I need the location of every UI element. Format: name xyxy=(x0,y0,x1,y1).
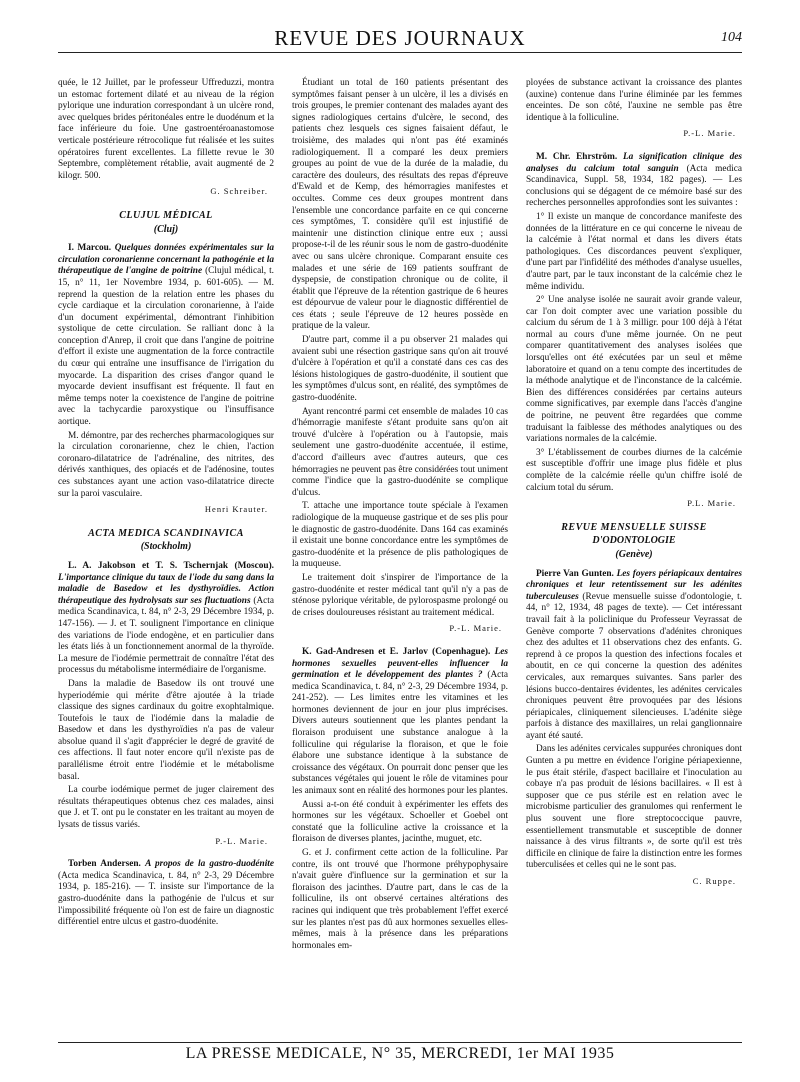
signature: Henri Krauter. xyxy=(204,504,268,515)
page-header xyxy=(58,26,742,53)
journal-city: (Genève) xyxy=(615,548,653,560)
column-1 xyxy=(58,78,274,931)
journal-heading: ACTA MEDICA SCANDINAVICA xyxy=(88,527,244,539)
article-paragraph: T. attache une importance toute spéciale à l'examen radiologique de la muqueuse gastrique et de ses plis pour le diagnostic de gastro-duodénite. Dans 164 cas examinés il existait une bonne concordance entre les symptômes de gastro-duodénite et la présence de plis pathologiques de la muqueuse. xyxy=(292,501,508,570)
article-continuation: quée, le 12 Juillet, par le professeur Uffreduzzi, montra un estomac fortement dilaté et au niveau de la région pylorique une induration correspondant à un ulcère rond, avec quelques brides péritonéales entre le duodénum et la face inférieure du foie. Une gastroentéroanastomose verticale postérieure rétrocolique fut réalisée et les suites opératoires furent excellentes. La fillette revue le 30 Septembre, complètement rétablie, avait augmenté de 2 kilogr. 500. xyxy=(58,78,274,181)
article-title: La signification clinique des analyses du calcium total sanguin xyxy=(526,151,742,174)
article-paragraph: 3° L'établissement de courbes diurnes de la calcémie est susceptible d'offrir une image plus fidèle et plus complète de la calcémie réelle qu'un chiffre isolé de calcium total du sérum. xyxy=(526,447,742,493)
signature: G. Schreiber. xyxy=(210,186,268,197)
article-body: (Acta medica Scandinavica, t. 84, n° 2-3, 29 Décembre 1934, p. 185-216). — T. insiste sur l'importance de la gastro-duodénite dans la pathogénie de l'ulcus et sur l'impossibilité fréquente où l'on est de faire un diagnostic différentiel entre ulcus et gastro-duodénite. xyxy=(58,870,274,928)
column-2 xyxy=(292,78,508,954)
article-author: L. A. Jakobson et T. S. Tschernjak (Moscou). xyxy=(68,560,274,571)
publication-line: LA PRESSE MEDICALE, N° 35, MERCREDI, 1er MAI 1935 xyxy=(185,1045,615,1062)
article-title: A propos de la gastro-duodénite xyxy=(145,859,275,870)
article-paragraph: Le traitement doit s'inspirer de l'importance de la gastro-duodénite et rester médical tant qu'il n'y a pas de sténose pylorique véritable, de pylorospasme prolongé ou de crises douloureuses résistant au traitement médical. xyxy=(292,572,508,618)
article-paragraph: D'autre part, comme il a pu observer 21 malades qui avaient subi une résection gastrique sans qu'on ait trouvé d'ulcère à l'opération et qu'il a constaté dans ces cas des lésions histologiques de gastro-duodénite, il soutient que les symptômes d'ulcus sont, en réalité, des symptômes de gastro-duodénite. xyxy=(292,335,508,404)
article-author: M. Chr. Ehrström. xyxy=(536,151,618,162)
article-andersen xyxy=(58,859,274,929)
article-paragraph: Dans la maladie de Basedow ils ont trouvé une hyperiodémie qui mérite d'être ajoutée à la triade classique des signes cardinaux du goitre exophtalmique. Toutefois le taux de l'iodémie dans la maladie de Basedow et dans les dysthyroïdies n'a pas de valeur absolue quand il s'agit d'apprécier le degré de gravité de ces affections. Il faut noter encore qu'il n'existe pas de parallélisme étroit entre l'iodémie et le métabolisme basal. xyxy=(58,678,274,782)
page-footer xyxy=(58,1042,742,1065)
column-3 xyxy=(526,78,742,900)
journal-heading: REVUE MENSUELLE SUISSE xyxy=(561,521,707,533)
article-title: Les hormones sexuelles peuvent-elles influencer la germination et le développement des plantes ? xyxy=(292,646,508,681)
article-paragraph: Dans les adénites cervicales suppurées chroniques dont Gunten a pu mettre en évidence l'origine périapexienne, le pus était stérile, d'aspect bacillaire et l'inoculation au cobaye n'a pas produit de lésions bacillaires. « Il est à supposer que ce pus stérile est en relation avec le microbisme particulier des granulomes qui renferment le plus souvent une flore streptococcique pauvre, essentiellement transmutable et susceptible de donner naissance à des virus filtrants », de sorte qu'il est très difficile en clinique de faire la distinction entre les formes tuberculisées et celles qui ne le sont pas. xyxy=(526,744,742,871)
journal-city: (Stockholm) xyxy=(140,541,192,553)
article-continuation: ployées de substance activant la croissance des plantes (auxine) contenue dans l'urine éliminée par les femmes enceintes. De son côté, l'auxine ne semble pas être identique à la folliculine. xyxy=(526,78,742,123)
article-paragraph: 1° Il existe un manque de concordance manifeste des données de la littérature en ce qui concerne le niveau de la calcémie à l'état normal et dans les divers états pathologiques. Ces discordances peuvent s'expliquer, d'une part par l'infidélité des méthodes d'analyse usuelles, d'autre part, par le taux inconstant de la calcémie chez le même individu. xyxy=(526,211,742,292)
article-van-gunten xyxy=(526,569,742,743)
article-paragraph: Ayant rencontré parmi cet ensemble de malades 10 cas d'hémorragie manifeste s'étant produite sans qu'on ait trouvé d'ulcère à l'opération ou à l'autopsie, mais seulement une gastro-duodénite accentuée, il estime, d'accord d'ailleurs avec d'autres auteurs, que ces hémorragies ne peuvent pas être considérées tout uniment comme l'indice que la gastro-duodénite se complique d'ulcus. xyxy=(292,406,508,498)
article-title: Quelques données expérimentales sur la circulation coronarienne concernant la pathogénie et la thérapeutique de l'angine de poitrine xyxy=(58,243,274,277)
article-author: Pierre Van Gunten. xyxy=(536,568,614,579)
article-paragraph: Aussi a-t-on été conduit à expérimenter les effets des hormones sur les végétaux. Schoeller et Goebel ont constaté que la folliculine active la croissance et la floraison de diverses plantes, jacinthe, muguet, etc. xyxy=(292,799,508,845)
article-author: K. Gad-Andresen et E. Jarlov (Copenhague). xyxy=(302,646,491,657)
signature: P.-L. Marie. xyxy=(683,128,736,139)
article-ehrstrom xyxy=(526,152,742,210)
article-paragraph: Étudiant un total de 160 patients présentant des symptômes faisant penser à un ulcère, il les a divisés en trois groupes, le premier contenant des malades ayant des signes radiologiques certains d'ulcère, le second, des patients chez lesquels ces signes faisaient défaut, le troisième, des malades qui n'ont pas été examinés radiologiquement. Il a comparé les deux premiers groupes au point de vue de la durée de la maladie, du caractère des douleurs, des résultats des repas d'épreuve d'Ewald et de Kemp, des hémorragies manifestes et occultes. Comme ces deux groupes montrent dans l'ensemble une concordance parfaite en ce qui concerne ces symptômes, T. considère qu'il est injustifié de maintenir une distinction clinique entre eux ; aussi propose-t-il de les réunir sous le nom de gastro-duodénite avec ou sans ulcère chronique. Comparant ensuite ces malades et une série de 169 patients souffrant de dyspepsie, de constipation chronique ou de colite, il établit que l'épreuve de la rétention gastrique de 6 heures est dépourvue de valeur pour le diagnostic différentiel de ces états ; seule l'épreuve de 12 heures possède en pratique de la valeur. xyxy=(292,78,508,332)
signature: C. Ruppe. xyxy=(692,876,736,886)
journal-heading: CLUJUL MÉDICAL xyxy=(119,209,213,221)
article-paragraph: M. démontre, par des recherches pharmacologiques sur la circulation coronarienne, chez le chien, l'action coronaro-dilatatrice de l'adrénaline, des nitrites, des dérivés xanthiques, des opiacés et de l'adénosine, toutes ces substances ayant une action vaso-dilatatrice directe sur la paroi vasculaire. xyxy=(58,430,274,499)
journal-section-title: REVUE DES JOURNAUX xyxy=(274,26,526,50)
page-number: 104 xyxy=(721,30,742,45)
journal-heading-line2: D'ODONTOLOGIE xyxy=(592,535,676,547)
article-body: (Acta medica Scandinavica, t. 84, n° 2-3, 29 Décembre 1934, p. 241-252). — Les limites entre les vitamines et les hormones deviennent de jour en jour plus imprécises. Divers auteurs soutiennent que les plantes pendant la floraison produisent une substance analogue à la folliculine qui régularise la floraison, et que le foie élabore une substance identique à la substance de croissance des végétaux. On pourrait donc penser que les substances végétales qui jouent le rôle de vitamines pour les animaux sont en réalité des hormones pour les plantes. xyxy=(292,670,509,797)
article-paragraph: 2° Une analyse isolée ne saurait avoir grande valeur, car l'on doit compter avec une variation possible du calcium du sérum de 1 à 3 milligr. pour 100 déjà à l'état normal au cours d'une même journée. On ne peut comparer quantitativement des analyses isolées que lorsqu'elles ont été exécutées par un seul et même laboratoire et quand on a tenu compte des incertitudes de la méthode analytique et de l'inconstance de la calcémie. Bien des différences considérées par certains auteurs comme significatives, par exemple dans l'accès d'angine de poitrine, ne peuvent être regardées que comme traduisant la faiblesse des méthodes analytiques ou des variations normales de la calcémie. xyxy=(526,295,742,445)
signature: P.-L. Marie. xyxy=(449,623,502,634)
article-body: (Clujul médical, t. 15, n° 11, 1er Novembre 1934, p. 601-605). — M. reprend la question de la relation entre les phases du cycle cardiaque et la circulation coronarienne, à l'aide d'un document expérimental, démontrant l'inhibition systolique de cette circulation. Se ralliant donc à la conception d'Anrep, il croit que dans l'angine de poitrine d'effort il existe une augmentation de la force contractile du cœur qui entraîne une insuffisance de l'irrigation du myocarde. La disparition des crises d'angor quand le myocarde devient insuffisant est fréquente. Il faut en même temps noter la coexistence de l'angine de poitrine avec la tachycardie paroxystique ou l'insuffisance aortique. xyxy=(58,266,274,428)
signature: P.-L. Marie. xyxy=(215,835,268,846)
article-jakobson xyxy=(58,561,274,677)
signature: P.L. Marie. xyxy=(687,498,736,509)
article-author: Torben Andersen. xyxy=(68,859,141,870)
article-title: L'importance clinique du taux de l'iode du sang dans la maladie de Basedow et les dysthyroïdies. Action thérapeutique des hydrolysats sur ses fluctuations xyxy=(58,572,274,606)
article-body: (Acta medica Scandinavica, Suppl. 58, 1934, 182 pages). — Les conclusions qui se dégagent de ce mémoire basé sur des recherches personnelles approfondies sont les suivantes : xyxy=(526,163,743,209)
journal-city: (Cluj) xyxy=(153,223,179,235)
article-paragraph: G. et J. confirment cette action de la folliculine. Par contre, ils ont trouvé que l'hormone préhypophysaire n'avait guère d'influence sur la germination et sur la floraison des jacinthes. D'autre part, dans le cas de la folliculine, ils ont observé certaines altérations des racines qui indiquent que très probablement l'effet exercé sur les plantes n'est pas dû aux hormones sexuelles elles-mêmes, mais à la présence dans les préparations hormonales em- xyxy=(292,848,508,951)
article-marcou xyxy=(58,243,274,429)
article-title: Les foyers périapicaux dentaires chroniques et leur retentissement sur les adénites tuberculeuses xyxy=(526,568,742,602)
article-author: I. Marcou. xyxy=(68,243,112,254)
article-body: (Revue mensuelle suisse d'odontologie, t. 44, n° 12, 1934, 48 pages de texte). — Cet intéressant travail fait à la policlinique du Professeur Veyrassat de Genève comporte 7 observations d'adénites chroniques chez des adultes et 11 observations chez des enfants. G. reprend à ce propos la question des infections focales et aboutit, en ce qui concerne la question des adénites cervicales, aux remarques suivantes. Sans parler des lésions bucco-dentaires évidentes, les adénites cervicales chroniques peuvent être provoquées par des lésions périapicales, cliniquement silencieuses. L'adénite siège parfois à distance des maxillaires, un relai ganglionnaire ayant été sauté. xyxy=(526,591,742,741)
article-body: (Acta medica Scandinavica, t. 84, n° 2-3, 29 Décembre 1934, p. 147-156). — J. et T. soulignent l'importance en clinique des variations de l'iode endogène, et en particulier dans les états liés à un fonctionnement anormal de la thyroïde. La mesure de l'iodémie permettrait de connaître l'état des processus du métabolisme intermédiaire de l'organisme. xyxy=(58,595,275,676)
article-gad-andresen xyxy=(292,647,508,798)
article-paragraph: La courbe iodémique permet de juger clairement des résultats thérapeutiques obtenus chez ces malades, ainsi que J. et T. ont pu le constater en les traitant au moyen de lysats de tissus variés. xyxy=(58,785,274,831)
